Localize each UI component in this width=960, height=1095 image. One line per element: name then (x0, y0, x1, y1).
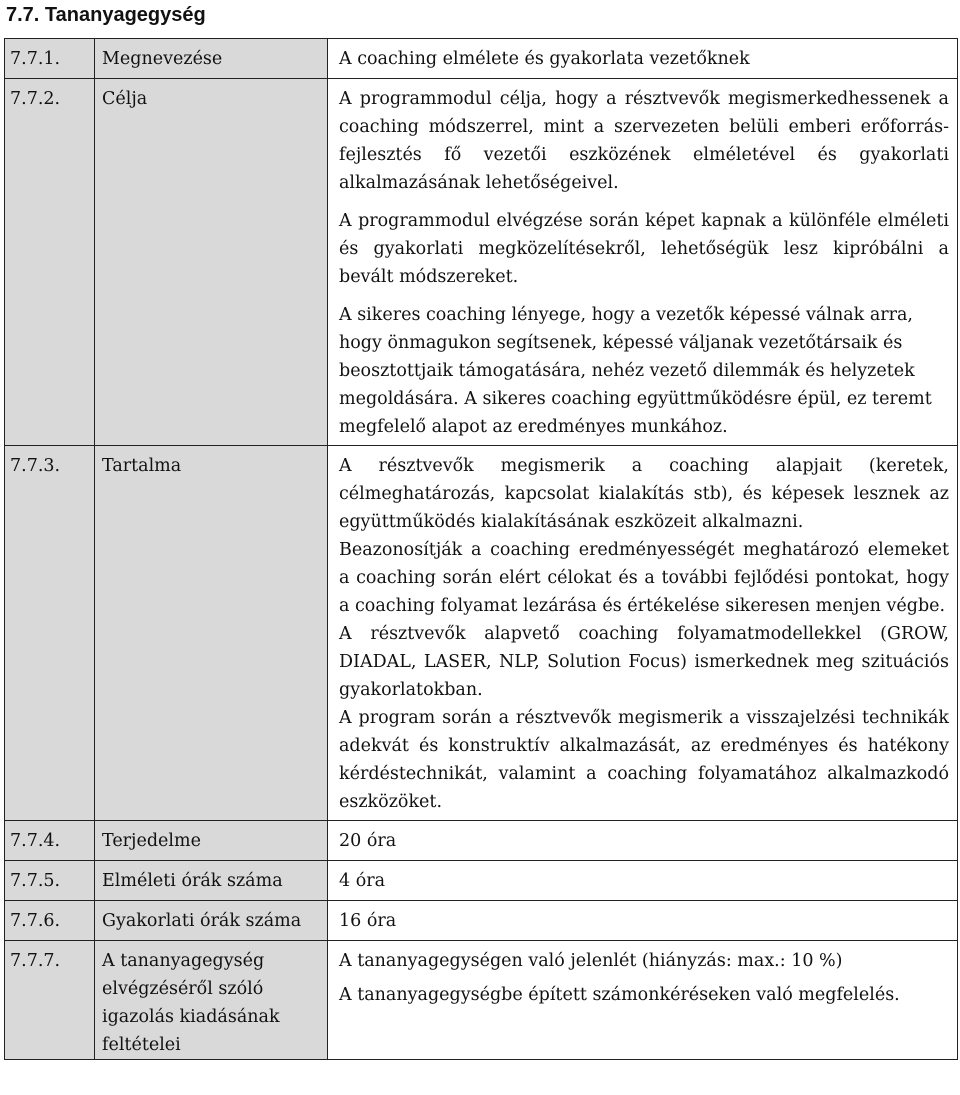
row-label: Tartalma (95, 446, 328, 821)
row-number: 7.7.1. (5, 39, 95, 79)
goal-paragraph: A programmodul célja, hogy a résztvevők megismerkedhessenek a coaching módszerrel, mint a szervezeten belüli emberi erőforrás-fejlesztés fő vezetői eszközének elméletével és gyakorlati alkalmazásának lehetőségeivel. (339, 89, 949, 193)
row-label: Elméleti órák száma (95, 861, 328, 901)
row-value (328, 446, 958, 821)
content-paragraph: A program során a résztvevők megismerik a visszajelzési technikák adekvát és konstruktív alkalmazását, az eredményes és hatékony kérdéstechnikát, valamint a coaching folyamatához alkalmazkodó eszközöket. (339, 708, 949, 812)
row-practice-hours (5, 901, 958, 941)
row-number: 7.7.5. (5, 861, 95, 901)
row-goal (5, 79, 958, 446)
row-number: 7.7.4. (5, 821, 95, 861)
row-label: Megnevezése (95, 39, 328, 79)
row-value: 16 óra (328, 901, 958, 941)
unit-table (4, 38, 958, 1060)
content-paragraph: A résztvevők alapvető coaching folyamatmodellekkel (GROW, DIADAL, LASER, NLP, Solution Focus) ismerkednek meg szituációs gyakorlatokban. (339, 624, 949, 700)
row-value: A coaching elmélete és gyakorlata vezetőknek (328, 39, 958, 79)
row-value: 4 óra (328, 861, 958, 901)
goal-paragraph: A sikeres coaching lényege, hogy a vezetők képessé válnak arra, hogy önmagukon segítsenek, képessé váljanak vezetőtársaik és beosztottjaik támogatására, nehéz vezető dilemmák és helyzetek megoldására. A sikeres coaching együttműködésre épül, ez teremt megfelelő alapot az eredményes munkához. (339, 305, 932, 437)
row-value: 20 óra (328, 821, 958, 861)
row-theory-hours (5, 861, 958, 901)
row-content (5, 446, 958, 821)
row-label: Terjedelme (95, 821, 328, 861)
row-label: Célja (95, 79, 328, 446)
row-name (5, 39, 958, 79)
goal-paragraph: A programmodul elvégzése során képet kapnak a különféle elméleti és gyakorlati megközelítésekről, lehetőségük lesz kipróbálni a bevált módszereket. (339, 211, 949, 287)
row-duration (5, 821, 958, 861)
row-number: 7.7.6. (5, 901, 95, 941)
row-label: A tananyagegység elvégzéséről szóló igazolás kiadásának feltételei (95, 941, 328, 1060)
content-paragraph: A résztvevők megismerik a coaching alapjait (keretek, célmeghatározás, kapcsolat kialakítás stb), és képesek lesznek az együttműködés kialakításának eszközeit alkalmazni. (339, 456, 949, 532)
certificate-condition: A tananyagegységbe épített számonkéréseken való megfelelés. (339, 985, 900, 1005)
row-label: Gyakorlati órák száma (95, 901, 328, 941)
row-value (328, 941, 958, 1060)
section-heading: 7.7. Tananyagegység (6, 4, 206, 26)
certificate-condition: A tananyagegységen való jelenlét (hiányzás: max.: 10 %) (339, 951, 843, 971)
row-number: 7.7.3. (5, 446, 95, 821)
row-number: 7.7.2. (5, 79, 95, 446)
row-value (328, 79, 958, 446)
row-certificate (5, 941, 958, 1060)
content-paragraph: Beazonosítják a coaching eredményességét meghatározó elemeket a coaching során elért célokat és a további fejlődési pontokat, hogy a coaching folyamat lezárása és értékelése sikeresen menjen végbe. (339, 540, 949, 616)
row-number: 7.7.7. (5, 941, 95, 1060)
